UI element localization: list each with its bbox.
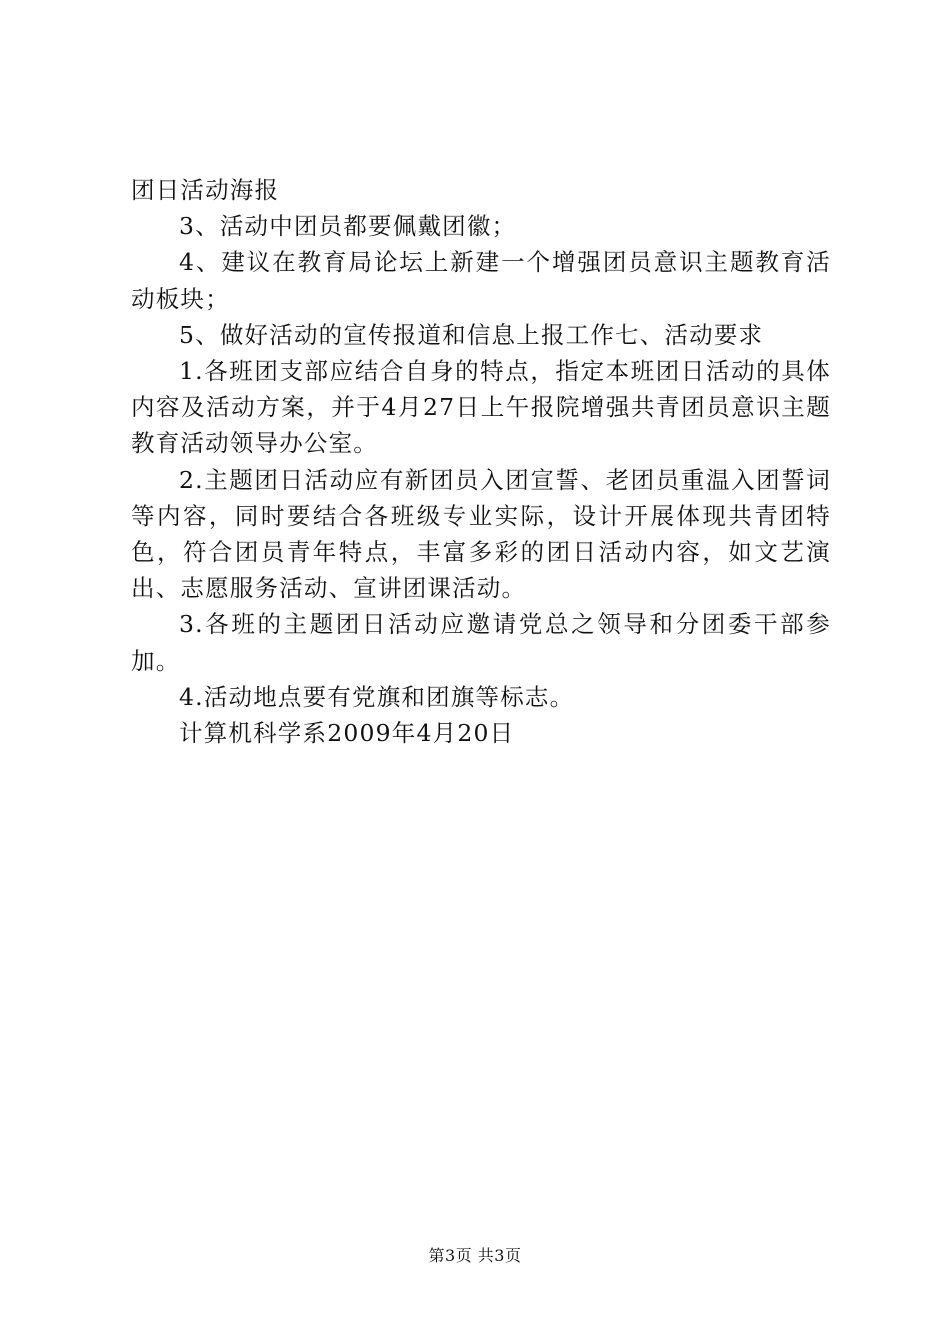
paragraph-requirement-1: 1.各班团支部应结合自身的特点，指定本班团日活动的具体内容及活动方案，并于4月27日上午报院增强共青团员意识主题教育活动领导办公室。 <box>131 357 831 458</box>
paragraph-requirement-3: 3.各班的主题团日活动应邀请党总之领导和分团委干部参加。 <box>131 610 831 675</box>
paragraph-item-3: 3、活动中团员都要佩戴团徽； <box>179 212 517 241</box>
page-footer <box>0 1246 950 1266</box>
page-number-label: 第3页 共3页 <box>428 1246 522 1265</box>
paragraph-poster-title: 团日活动海报 <box>131 176 280 204</box>
paragraph-requirement-4: 4.活动地点要有党旗和团旗等标志。 <box>179 682 575 711</box>
paragraph-item-5: 5、做好活动的宣传报道和信息上报工作七、活动要求 <box>179 320 764 349</box>
document-body <box>131 172 831 751</box>
paragraph-item-4: 4、建议在教育局论坛上新建一个增强团员意识主题教育活动板块； <box>131 248 831 313</box>
paragraph-signature-date: 计算机科学系2009年4月20日 <box>179 719 515 748</box>
paragraph-requirement-2: 2.主题团日活动应有新团员入团宣誓、老团员重温入团誓词等内容，同时要结合各班级专业实际，设计开展体现共青团特色，符合团员青年特点，丰富多彩的团日活动内容，如文艺演出、志愿服务活动、宣讲团课活动。 <box>131 465 831 603</box>
